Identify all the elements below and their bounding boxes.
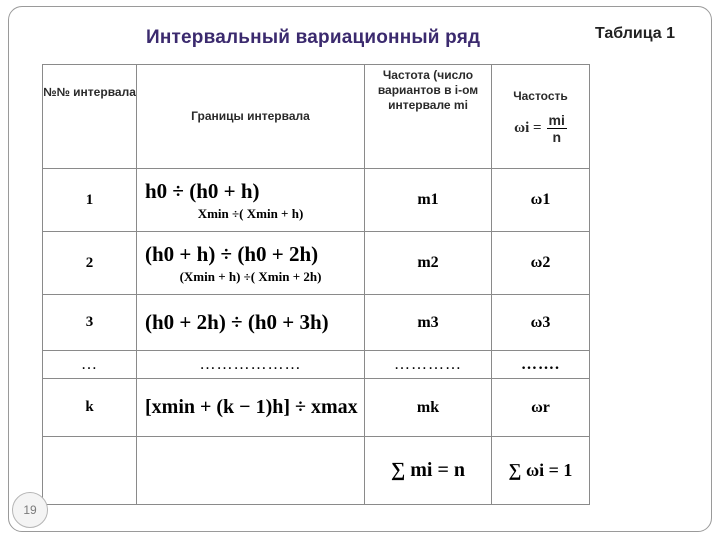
- interval-bounds-cell: [137, 379, 365, 437]
- relative-formula-fraction: [547, 112, 567, 145]
- frequency-total: ∑ mi = n: [365, 437, 492, 505]
- interval-variation-table: [42, 64, 590, 505]
- fraction-numerator: mi: [548, 112, 565, 128]
- header-interval-number: №№ интервала: [43, 65, 137, 169]
- table-label: Таблица 1: [595, 25, 676, 42]
- empty-cell: [137, 437, 365, 505]
- relative-frequency-cell: ωr: [492, 379, 590, 437]
- table-row: [43, 295, 590, 351]
- empty-cell: [43, 437, 137, 505]
- relative-frequency-total: ∑ ωi = 1: [492, 437, 590, 505]
- row-number: 3: [43, 295, 137, 351]
- interval-bounds: h0 ÷ (h0 + h): [145, 178, 260, 203]
- relative-frequency-formula: [492, 112, 589, 145]
- interval-bounds-alt: Xmin ÷( Xmin + h): [197, 205, 304, 221]
- row-number: 2: [43, 232, 137, 295]
- row-number: 1: [43, 169, 137, 232]
- header-frequency: Частота (число вариантов в i-ом интервале mi: [365, 65, 492, 169]
- interval-bounds: [xmin + (k − 1)h] ÷ xmax: [145, 396, 358, 418]
- row-number: …: [43, 351, 137, 379]
- frequency-cell: …………: [365, 351, 492, 379]
- slide-title: Интервальный вариационный ряд: [146, 27, 481, 48]
- table-row: [43, 169, 590, 232]
- table-row: [43, 379, 590, 437]
- frequency-cell: m3: [365, 295, 492, 351]
- interval-bounds: (h0 + 2h) ÷ (h0 + 3h): [145, 310, 329, 334]
- relative-frequency-cell: ω2: [492, 232, 590, 295]
- relative-frequency-cell: ω1: [492, 169, 590, 232]
- interval-bounds: ………………: [137, 351, 365, 379]
- relative-frequency-cell: …….: [492, 351, 590, 379]
- interval-bounds: (h0 + h) ÷ (h0 + 2h): [145, 241, 319, 266]
- table-total-row: [43, 437, 590, 505]
- relative-formula-lhs: ωi =: [514, 120, 542, 136]
- interval-bounds-cell: [137, 232, 365, 295]
- interval-bounds-cell: [137, 169, 365, 232]
- page-number-badge: 19: [12, 492, 48, 528]
- relative-frequency-label: Частость: [513, 89, 568, 103]
- table-header-row: [43, 65, 590, 169]
- relative-frequency-cell: ω3: [492, 295, 590, 351]
- frequency-cell: mk: [365, 379, 492, 437]
- interval-bounds-alt: (Xmin + h) ÷( Xmin + 2h): [179, 268, 322, 284]
- frequency-cell: m2: [365, 232, 492, 295]
- header-interval-bounds: Границы интервала: [137, 65, 365, 169]
- interval-bounds-cell: [137, 295, 365, 351]
- header-relative-frequency: [492, 65, 590, 169]
- row-number: k: [43, 379, 137, 437]
- table-row: [43, 351, 590, 379]
- table-row: [43, 232, 590, 295]
- frequency-cell: m1: [365, 169, 492, 232]
- fraction-denominator: n: [552, 129, 561, 145]
